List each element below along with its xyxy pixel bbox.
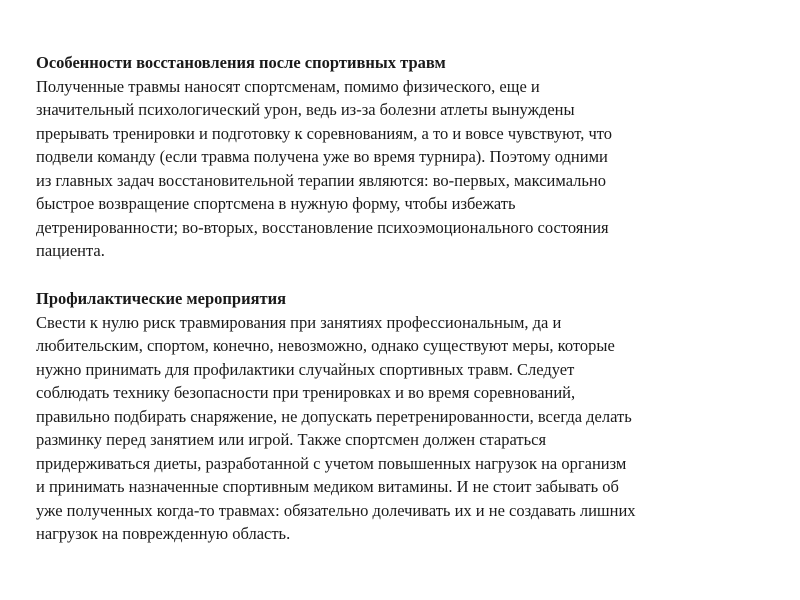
- paragraph-line: и принимать назначенные спортивным медиком витамины. И не стоит забывать об: [36, 477, 619, 496]
- section-prevention: [36, 287, 776, 546]
- paragraph-line: соблюдать технику безопасности при тренировках и во время соревнований,: [36, 383, 576, 402]
- paragraph-line: подвели команду (если травма получена уже во время турнира). Поэтому одними: [36, 147, 608, 166]
- paragraph-line: прерывать тренировки и подготовку к соревнованиям, а то и вовсе чувствуют, что: [36, 123, 613, 143]
- paragraph-line: нужно принимать для профилактики случайных спортивных травм. Следует: [36, 359, 575, 379]
- section-recovery: [36, 51, 776, 263]
- section-body-recovery: [36, 75, 776, 263]
- paragraph-line: значительный психологический урон, ведь из-за болезни атлеты вынуждены: [36, 100, 575, 119]
- paragraph-line: уже полученных когда-то травмах: обязательно долечивать их и не создавать лишних: [36, 500, 636, 520]
- paragraph-line: правильно подбирать снаряжение, не допускать перетренированности, всегда делать: [36, 406, 632, 426]
- section-title-prevention: Профилактические мероприятия: [36, 289, 287, 308]
- paragraph-line: детренированности; во-вторых, восстановление психоэмоционального состояния: [36, 217, 609, 237]
- paragraph-line: пациента.: [36, 241, 105, 260]
- paragraph-line: нагрузок на поврежденную область.: [36, 524, 291, 543]
- paragraph-line: из главных задач восстановительной терапии являются: во-первых, максимально: [36, 170, 606, 190]
- section-title-recovery: Особенности восстановления после спортивных травм: [36, 53, 446, 72]
- paragraph-line: Полученные травмы наносят спортсменам, помимо физического, еще и: [36, 76, 540, 96]
- paragraph-line: Свести к нулю риск травмирования при занятиях профессиональным, да и: [36, 312, 562, 332]
- paragraph-line: любительским, спортом, конечно, невозможно, однако существуют меры, которые: [36, 336, 615, 355]
- section-body-prevention: [36, 311, 776, 546]
- paragraph-line: разминку перед занятием или игрой. Также спортсмен должен стараться: [36, 430, 547, 449]
- paragraph-line: быстрое возвращение спортсмена в нужную форму, чтобы избежать: [36, 194, 516, 213]
- paragraph-line: придерживаться диеты, разработанной с учетом повышенных нагрузок на организм: [36, 453, 627, 473]
